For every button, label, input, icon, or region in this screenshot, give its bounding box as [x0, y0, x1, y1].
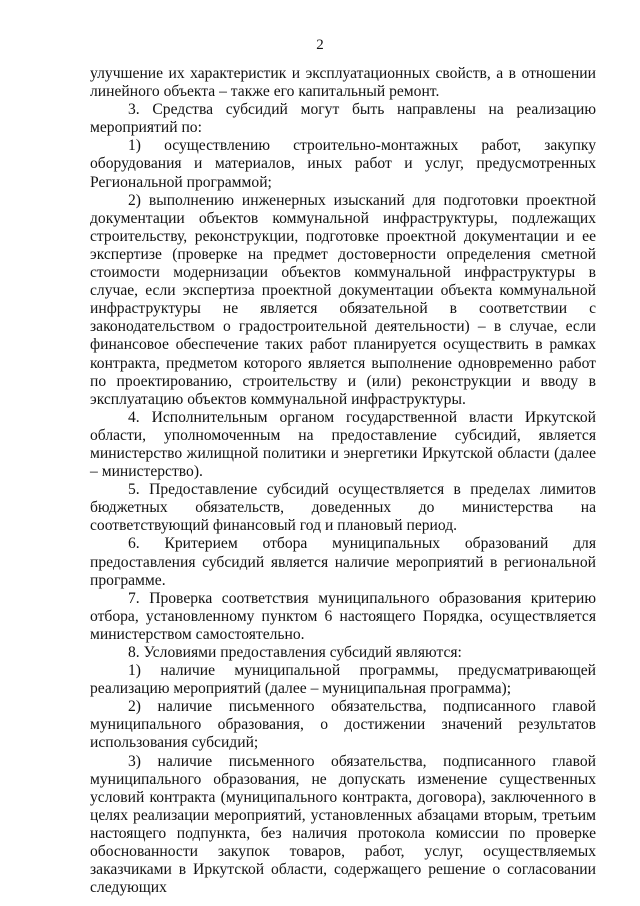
paragraph: 3. Средства субсидий могут быть направлены на реализацию мероприятий по:: [90, 101, 596, 137]
document-body: [90, 65, 596, 897]
paragraph: 8. Условиями предоставления субсидий являются:: [128, 644, 462, 661]
paragraph: 2) выполнению инженерных изысканий для подготовки проектной документации объектов коммунальной инфраструктуры, подлежащих строительству, реконструкции, подготовке проектной документации и ее экспертизе (проверке на предмет достоверности определения сметной стоимости модернизации объектов коммунальной инфраструктуры в случае, если экспертиза проектной документации объекта коммунальной инфраструктуры не является обязательной в соответствии с законодательством о градостроительной деятельности) – в случае, если финансовое обеспечение таких работ планируется осуществить в рамках контракта, предметом которого является выполнение одновременно работ по проектированию, строительству и (или) реконструкции и вводу в эксплуатацию объектов коммунальной инфраструктуры.: [90, 191, 596, 408]
paragraph: 4. Исполнительным органом государственной власти Иркутской области, уполномоченным на предоставление субсидий, является министерство жилищной политики и энергетики Иркутской области (далее – министерство).: [90, 408, 596, 481]
page-number: 2: [316, 37, 324, 53]
paragraph: 1) наличие муниципальной программы, предусматривающей реализацию мероприятий (далее – муниципальная программа);: [90, 662, 596, 698]
paragraph: 2) наличие письменного обязательства, подписанного главой муниципального образования, о достижении значений результатов использования субсидий;: [90, 698, 596, 752]
paragraph: 7. Проверка соответствия муниципального образования критерию отбора, установленному пунктом 6 настоящего Порядка, осуществляется министерством самостоятельно.: [90, 589, 596, 643]
paragraph: 3) наличие письменного обязательства, подписанного главой муниципального образования, не допускать изменение существенных условий контракта (муниципального контракта, договора), заключенного в целях реализации мероприятий, установленных абзацами вторым, третьим настоящего подпункта, без наличия протокола комиссии по проверке обоснованности закупок товаров, работ, услуг, осуществляемых заказчиками в Иркутской области, содержащего решение о согласовании следующих: [90, 752, 596, 897]
paragraph: 1) осуществлению строительно-монтажных работ, закупку оборудования и материалов, иных работ и услуг, предусмотренных Региональной программой;: [90, 137, 596, 191]
paragraph: 5. Предоставление субсидий осуществляется в пределах лимитов бюджетных обязательств, доведенных до министерства на соответствующий финансовый год и плановый период.: [90, 481, 596, 535]
paragraph: улучшение их характеристик и эксплуатационных свойств, а в отношении линейного объекта – также его капитальный ремонт.: [90, 65, 596, 101]
paragraph: 6. Критерием отбора муниципальных образований для предоставления субсидий является наличие мероприятий в региональной программе.: [90, 535, 596, 589]
